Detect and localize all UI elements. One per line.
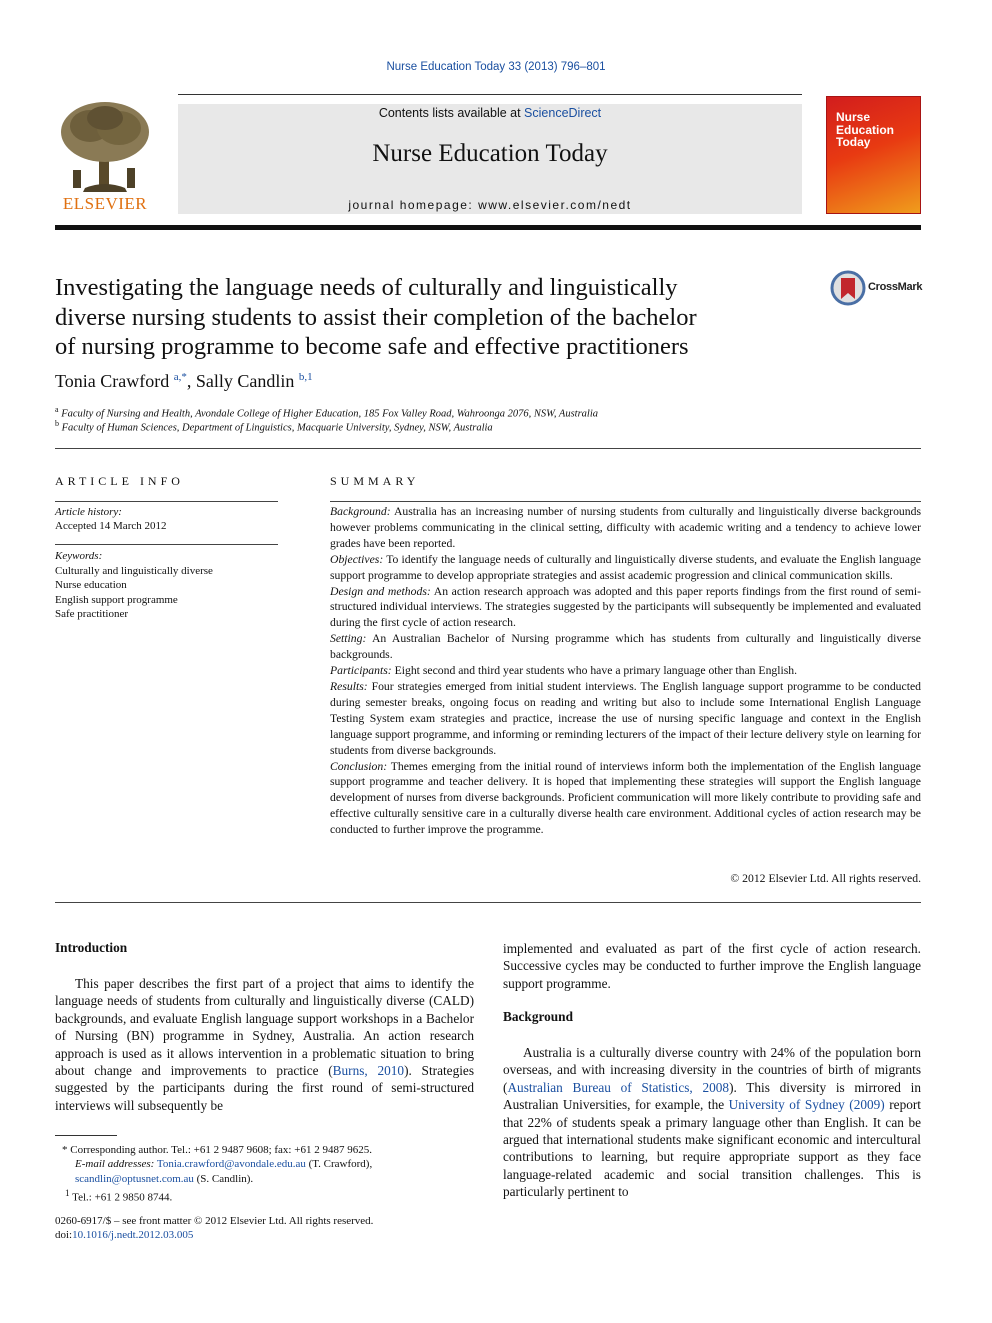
- email-note: [62, 1172, 482, 1186]
- divider: [55, 544, 278, 545]
- summary-text: Australia has an increasing number of nursing students from culturally and linguistically diverse backgrounds however problems communicating in the clinical setting, difficulty with academic writing and a tendency to achieve lower grades have been reported.: [330, 505, 921, 550]
- email-label: E-mail addresses:: [75, 1158, 155, 1171]
- intro-text: ). Strategies suggested by the participants during the first round of semi-structured interviews will subsequently be: [55, 1063, 474, 1113]
- summary-label: Setting:: [330, 632, 367, 646]
- summary-paragraph: [330, 759, 921, 839]
- summary-label: Design and methods:: [330, 584, 431, 598]
- doi-line: [55, 1228, 485, 1242]
- keyword: Safe practitioner: [55, 607, 128, 620]
- email-note: [62, 1157, 482, 1171]
- summary-label: Results:: [330, 679, 368, 693]
- summary-label: Background:: [330, 505, 391, 518]
- crossmark-badge[interactable]: [830, 270, 930, 306]
- summary-text: Four strategies emerged from initial student interviews. The English language support programme to be conducted during semester breaks, ongoing focus on reading and writing but also to include some International English Language Testing System exam strategies and practice, increase the use of nursing specific language and context in the English language support programme, and informing or reminding lecturers of the impact of their lecture delivery style on learning for students from diverse backgrounds.: [330, 679, 922, 757]
- divider: [55, 448, 921, 449]
- background-heading: Background: [503, 1009, 573, 1024]
- cover-title: Nurse Education Today: [836, 110, 895, 149]
- corresponding-author-note: * Corresponding author. Tel.: +61 2 9487 9608; fax: +61 2 9487 9625.: [62, 1144, 372, 1156]
- citation-link[interactable]: University of Sydney (2009): [728, 1097, 885, 1113]
- sciencedirect-link[interactable]: ScienceDirect: [524, 106, 602, 120]
- journal-title: Nurse Education Today: [372, 140, 608, 167]
- keyword: Nurse education: [55, 579, 127, 592]
- elsevier-wordmark: ELSEVIER: [62, 194, 148, 213]
- introduction-paragraph: [55, 975, 474, 1114]
- title-line: diverse nursing students to assist their completion of the bachelor: [55, 303, 697, 331]
- summary-text: Eight second and third year students who have a primary language other than English.: [391, 664, 798, 678]
- summary-text: An action research approach was adopted and this paper reports findings from the first round of semi-structured individual interviews. The strategies suggested by the participants will subsequently be implemented and evaluated during the first cycle of action research.: [330, 584, 921, 630]
- author-name: Sally Candlin: [195, 371, 295, 391]
- summary-paragraph: [330, 584, 921, 632]
- summary-label: Participants:: [330, 664, 392, 678]
- summary-label: Conclusion:: [330, 759, 388, 773]
- front-matter-text: 0260-6917/$ – see front matter © 2012 Elsevier Ltd. All rights reserved.: [55, 1215, 374, 1227]
- summary-label: Objectives:: [330, 552, 384, 566]
- keyword-list: [55, 564, 213, 621]
- summary-copyright: © 2012 Elsevier Ltd. All rights reserved.: [730, 872, 921, 885]
- summary-text: To identify the language needs of culturally and linguistically diverse students, and evaluate the English language support programme to develop appropriate strategies and assist academic progression and clinical communication skills.: [330, 552, 921, 582]
- affiliation-text: Faculty of Human Sciences, Department of Linguistics, Macquarie University, Sydney, NSW, Australia: [61, 422, 493, 434]
- email-link[interactable]: scandlin@optusnet.com.au: [75, 1172, 194, 1185]
- affiliation-marker: b: [55, 419, 59, 428]
- elsevier-logo: [55, 100, 155, 216]
- title-line: Investigating the language needs of culturally and linguistically: [55, 274, 678, 301]
- background-text: Australia is a culturally diverse country with 24% of the population born overseas, and with increasing diversity in the countries of birth of migrants (: [503, 1045, 921, 1095]
- intro-continued-text: implemented and evaluated as part of the first cycle of action research. Successive cycles may be conducted to further improve the English language support programme.: [503, 941, 921, 991]
- email-owner: (S. Candlin).: [193, 1172, 254, 1185]
- contents-prefix: Contents lists available at: [378, 106, 525, 120]
- background-text: ). This diversity is mirrored in Australian Universities, for example, the: [503, 1079, 921, 1113]
- doi-label: doi:: [55, 1229, 73, 1242]
- email-link[interactable]: Tonia.crawford@avondale.edu.au: [156, 1158, 306, 1171]
- article-history-label: Article history:: [55, 506, 122, 518]
- affiliation: [55, 419, 493, 434]
- introduction-heading: Introduction: [55, 940, 128, 955]
- summary-text: Themes emerging from the initial round of interviews inform both the implementation of the English language support programme and teacher delivery. It is hoped that implementing these strategies will support the English language development of nurses from diverse backgrounds. Proficient communication will more likely contribute to providing safe and effective culturally sensitive care in a culturally diverse health care environment. Additional cycles of action research may be conducted to further improve the programme.: [330, 759, 921, 837]
- contents-line: [178, 106, 802, 120]
- citation-link[interactable]: Burns, 2010: [332, 1063, 405, 1079]
- footnotes: [62, 1143, 482, 1205]
- journal-citation[interactable]: Nurse Education Today 33 (2013) 796–801: [386, 61, 606, 73]
- title-line: of nursing programme to become safe and effective practitioners: [55, 333, 689, 360]
- crossmark-icon: [830, 270, 866, 306]
- front-matter: [55, 1214, 485, 1243]
- citation-link[interactable]: Australian Bureau of Statistics, 2008: [507, 1079, 730, 1095]
- summary-paragraph: [330, 679, 921, 759]
- header-thick-rule: [55, 225, 921, 230]
- author-list: Tonia Crawford $^{a,*}$, Sally Candlin $^{b,1}$: [55, 371, 313, 391]
- affiliation: [55, 405, 598, 420]
- crossmark-label: CrossMark: [868, 281, 923, 293]
- divider: [55, 501, 278, 502]
- affiliation-text: Faculty of Nursing and Health, Avondale College of Higher Education, 185 Fox Valley Road, Wahroonga 2076, NSW, Australia: [61, 408, 599, 420]
- summary-paragraph: [330, 631, 921, 663]
- introduction-continued: [503, 940, 921, 992]
- summary-text: An Australian Bachelor of Nursing programme which has students from culturally and linguistically diverse backgrounds.: [330, 632, 921, 662]
- journal-cover[interactable]: [826, 96, 921, 214]
- divider: [55, 902, 921, 903]
- keywords-label: Keywords:: [55, 550, 103, 562]
- article-info-heading: ARTICLE INFO: [55, 474, 184, 488]
- divider: [330, 501, 921, 502]
- article-title: [55, 273, 775, 362]
- summary-paragraph: [330, 504, 921, 552]
- accepted-date: Accepted 14 March 2012: [55, 520, 167, 532]
- footnote-text: Tel.: +61 2 9850 8744.: [72, 1191, 173, 1204]
- background-text: report that 22% of students speak a primary language other than English. It can be argued that international students make significant economic and intercultural contributions to learning, but require appropriate support as they face language-related academic and social transition challenges. This is particularly pertinent to: [503, 1097, 921, 1200]
- author-affil-marker[interactable]: a,*: [173, 371, 187, 383]
- footnote-rule: [55, 1135, 117, 1136]
- footnote-marker: 1: [65, 1188, 70, 1199]
- keyword: English support programme: [55, 593, 178, 606]
- journal-homepage[interactable]: journal homepage: www.elsevier.com/nedt: [348, 198, 632, 212]
- background-paragraph: [503, 1044, 921, 1201]
- email-owner: (T. Crawford),: [305, 1158, 373, 1171]
- summary-paragraph: [330, 552, 921, 584]
- author-name: Tonia Crawford: [55, 371, 170, 391]
- doi-link[interactable]: 10.1016/j.nedt.2012.03.005: [72, 1229, 194, 1242]
- summary-heading: SUMMARY: [330, 474, 420, 488]
- header-top-rule: [178, 94, 802, 95]
- footnote-1: [62, 1186, 482, 1205]
- affiliation-marker: a: [55, 405, 59, 414]
- intro-text: This paper describes the first part of a project that aims to identify the language needs of students from culturally and linguistically diverse (CALD) backgrounds, and evaluate English language support workshops in a Bachelor of Nursing (BN) programme in Sydney, Australia. An action research approach is used as it allows intervention in a problematic situation to bring about change and improvements to practice (: [55, 976, 474, 1079]
- keyword: Culturally and linguistically diverse: [55, 565, 213, 577]
- summary-body: [330, 504, 921, 838]
- summary-paragraph: [330, 663, 921, 679]
- author-affil-marker[interactable]: b,1: [298, 371, 313, 383]
